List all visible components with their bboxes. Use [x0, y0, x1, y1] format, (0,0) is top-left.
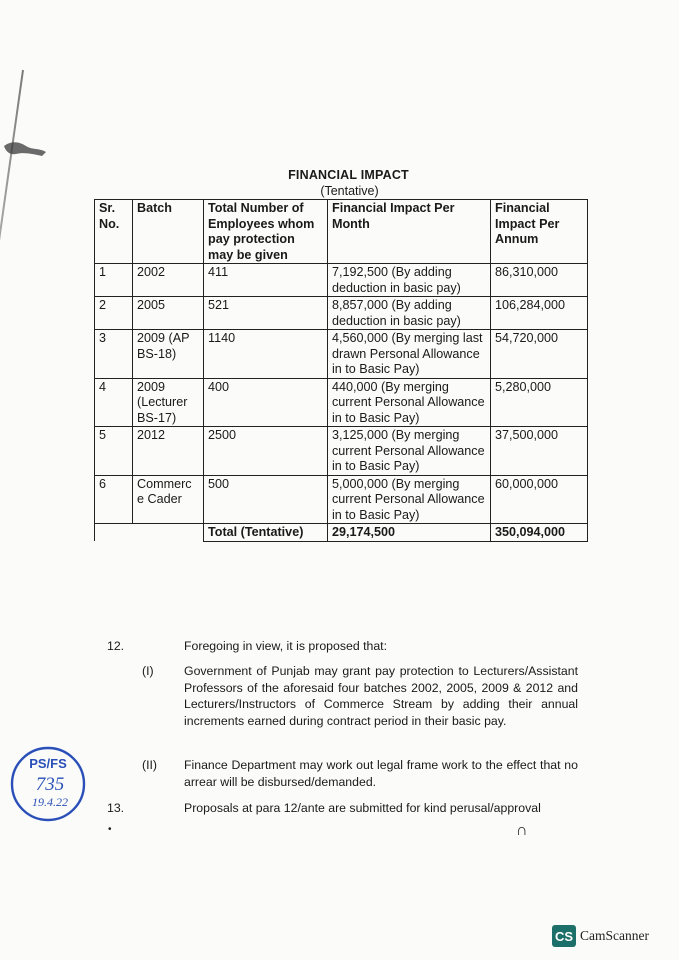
- table-row: [95, 297, 588, 330]
- cell-per-month: 3,125,000 (By merging current Personal Allowance in to Basic Pay): [328, 427, 491, 476]
- cell-per-month: 8,857,000 (By adding deduction in basic pay): [328, 297, 491, 330]
- stamp-date: 19.4.22: [32, 795, 68, 809]
- table-total-row: [95, 524, 588, 542]
- para-13-text: Proposals at para 12/ante are submitted for kind perusal/approval: [184, 801, 541, 815]
- para-i-number: (I): [142, 664, 154, 678]
- table-header-row: [95, 200, 588, 264]
- cell-per-annum: 86,310,000: [491, 264, 588, 297]
- camscanner-watermark: [552, 925, 649, 947]
- financial-impact-table: [94, 199, 588, 542]
- cell-employees: 1140: [204, 330, 328, 379]
- table-row: [95, 330, 588, 379]
- header-batch: Batch: [133, 200, 204, 264]
- cell-employees: 2500: [204, 427, 328, 476]
- header-impact-per-annum: Financial Impact Per Annum: [491, 200, 588, 264]
- cell-per-month: 4,560,000 (By merging last drawn Personal Allowance in to Basic Pay): [328, 330, 491, 379]
- document-subtitle: (Tentative): [320, 184, 379, 198]
- document-title: FINANCIAL IMPACT: [288, 168, 409, 182]
- cell-employees: 500: [204, 475, 328, 524]
- cell-employees: 521: [204, 297, 328, 330]
- cell-per-annum: 60,000,000: [491, 475, 588, 524]
- cell-per-month: 5,000,000 (By merging current Personal Allowance in to Basic Pay): [328, 475, 491, 524]
- margin-dot: •: [108, 824, 112, 835]
- para-ii-number: (II): [142, 758, 158, 772]
- total-per-annum: 350,094,000: [491, 524, 588, 542]
- header-sr-no: Sr. No.: [95, 200, 133, 264]
- camscanner-text: CamScanner: [580, 928, 649, 943]
- cell-batch: 2009 (Lecturer BS-17): [133, 378, 204, 427]
- cell-batch: 2002: [133, 264, 204, 297]
- cell-per-annum: 106,284,000: [491, 297, 588, 330]
- para-12-number: 12.: [107, 639, 125, 653]
- total-per-month: 29,174,500: [328, 524, 491, 542]
- cell-per-annum: 54,720,000: [491, 330, 588, 379]
- office-receipt-stamp: [8, 744, 88, 824]
- table-row: [95, 378, 588, 427]
- header-impact-per-month: Financial Impact Per Month: [328, 200, 491, 264]
- cell-sr: 6: [95, 475, 133, 524]
- cell-batch: 2012: [133, 427, 204, 476]
- cell-sr: 5: [95, 427, 133, 476]
- cell-sr: 2: [95, 297, 133, 330]
- stamp-top-text: PS/FS: [29, 756, 67, 771]
- total-spacer: [95, 524, 204, 542]
- para-13-number: 13.: [107, 801, 125, 815]
- cell-sr: 4: [95, 378, 133, 427]
- cell-per-annum: 37,500,000: [491, 427, 588, 476]
- cell-sr: 1: [95, 264, 133, 297]
- stamp-number: 735: [35, 774, 65, 795]
- cell-employees: 400: [204, 378, 328, 427]
- handwritten-caret-mark: ∩: [516, 822, 528, 839]
- para-12-text: Foregoing in view, it is proposed that:: [184, 639, 388, 653]
- table-row: [95, 264, 588, 297]
- cell-sr: 3: [95, 330, 133, 379]
- cell-per-month: 7,192,500 (By adding deduction in basic pay): [328, 264, 491, 297]
- cell-per-annum: 5,280,000: [491, 378, 588, 427]
- total-label: Total (Tentative): [204, 524, 328, 542]
- para-ii-text: Finance Department may work out legal frame work to the effect that no arrear will be disbursed/demanded.: [184, 758, 578, 789]
- cell-per-month: 440,000 (By merging current Personal Allowance in to Basic Pay): [328, 378, 491, 427]
- page-edge-smudge: [2, 138, 48, 158]
- cell-employees: 411: [204, 264, 328, 297]
- para-i-text: Government of Punjab may grant pay protection to Lecturers/Assistant Professors of the aforesaid four batches 2002, 2005, 2009 & 2012 and Lecturers/Instructors of Commerce Stream by adding their annual increments earned during contract period in their basic pay.: [184, 664, 578, 728]
- camscanner-logo-icon: CS: [552, 925, 576, 947]
- cell-batch: 2005: [133, 297, 204, 330]
- table-row: [95, 475, 588, 524]
- table-row: [95, 427, 588, 476]
- cell-batch: Commerc e Cader: [133, 475, 204, 524]
- cell-batch: 2009 (AP BS-18): [133, 330, 204, 379]
- header-total-employees: Total Number of Employees whom pay protection may be given: [204, 200, 328, 264]
